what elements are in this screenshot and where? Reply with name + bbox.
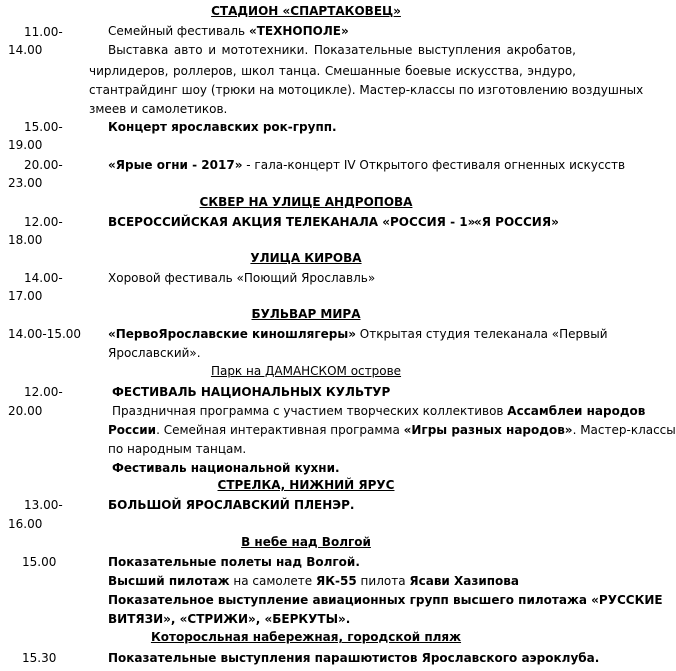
section-title-stadium: СТАДИОН «СПАРТАКОВЕЦ» bbox=[211, 4, 401, 18]
time-end: 16.00 bbox=[8, 517, 43, 531]
time-end: 18.00 bbox=[8, 233, 43, 247]
time-start: 15.00 bbox=[22, 555, 57, 569]
event-heading: Семейный фестиваль «ТЕХНОПОЛЕ» bbox=[108, 24, 349, 38]
event-heading: БОЛЬШОЙ ЯРОСЛАВСКИЙ ПЛЕНЭР. bbox=[108, 498, 355, 512]
time-start: 11.00- bbox=[24, 25, 63, 39]
event-heading: ВСЕРОССИЙСКАЯ АКЦИЯ ТЕЛЕКАНАЛА «РОССИЯ - 1» bbox=[108, 215, 476, 229]
time-range: 14.00-15.00 bbox=[8, 327, 82, 341]
event-text-line: ВИТЯЗИ», «СТРИЖИ», «БЕРКУТЫ». bbox=[108, 612, 351, 626]
event-text-line: Высший пилотаж на самолете ЯК-55 пилота Ясави Хазипова bbox=[108, 574, 519, 588]
time-end: 23.00 bbox=[8, 176, 43, 190]
event-text-line: змеев и самолетиков. bbox=[89, 102, 228, 116]
time-end: 20.00 bbox=[8, 404, 43, 418]
section-title-strelka: СТРЕЛКА, НИЖНИЙ ЯРУС bbox=[217, 478, 395, 492]
event-text-line: Показательное выступление авиационных групп высшего пилотажа «РУССКИЕ bbox=[108, 593, 663, 607]
time-start: 12.00- bbox=[24, 385, 63, 399]
event-slogan: «Я РОССИЯ» bbox=[474, 215, 559, 229]
event-text-line: Выставка авто и мототехники. Показательные выступления акробатов, bbox=[108, 43, 576, 57]
event-text-line: России. Семейная интерактивная программа «Игры разных народов». Мастер-классы bbox=[108, 423, 676, 437]
section-title-beach: Которосльная набережная, городской пляж bbox=[150, 630, 462, 644]
time-start: 15.00- bbox=[24, 120, 63, 134]
event-heading: Хоровой фестиваль «Поющий Ярославль» bbox=[108, 271, 376, 285]
time-start: 20.00- bbox=[24, 158, 63, 172]
event-text-line: Праздничная программа с участием творческих коллективов Ассамблеи народов bbox=[112, 404, 646, 418]
event-text-line: Ярославский». bbox=[108, 346, 201, 360]
event-heading: Показательные полеты над Волгой. bbox=[108, 555, 360, 569]
event-heading: ФЕСТИВАЛЬ НАЦИОНАЛЬНЫХ КУЛЬТУР bbox=[112, 385, 391, 399]
event-heading: Концерт ярославских рок-групп. bbox=[108, 120, 337, 134]
event-heading: «Ярые огни - 2017» - гала-концерт IV Открытого фестиваля огненных искусств bbox=[108, 158, 626, 172]
event-heading: Фестиваль национальной кухни. bbox=[112, 461, 340, 475]
event-heading: Показательные выступления парашютистов Ярославского аэроклуба. bbox=[108, 651, 600, 665]
event-text-line: по народным танцам. bbox=[108, 442, 247, 456]
time-end: 14.00 bbox=[8, 43, 43, 57]
section-title-andropov: СКВЕР НА УЛИЦЕ АНДРОПОВА bbox=[199, 195, 413, 209]
event-text-line: стантрайдинг шоу (трюки на мотоцикле). Мастер-классы по изготовлению воздушных bbox=[89, 83, 644, 97]
time-start: 13.00- bbox=[24, 498, 63, 512]
event-description bbox=[108, 22, 576, 60]
event-heading: «ПервоЯрославские киношлягеры» Открытая студия телеканала «Первый bbox=[108, 327, 608, 341]
time-start: 15.30 bbox=[22, 651, 57, 665]
section-title-mira: БУЛЬВАР МИРА bbox=[251, 307, 361, 321]
section-title-damansky: Парк на ДАМАНСКОМ острове bbox=[210, 364, 402, 378]
time-end: 17.00 bbox=[8, 289, 43, 303]
section-title-kirova: УЛИЦА КИРОВА bbox=[250, 251, 362, 265]
event-text-wrap bbox=[89, 62, 644, 119]
section-title-sky: В небе над Волгой bbox=[241, 535, 371, 549]
event-text-line: чирлидеров, роллеров, школ танца. Смешанные боевые искусства, эндуро, bbox=[89, 64, 576, 78]
time-start: 12.00- bbox=[24, 215, 63, 229]
time-start: 14.00- bbox=[24, 271, 63, 285]
time-end: 19.00 bbox=[8, 138, 43, 152]
